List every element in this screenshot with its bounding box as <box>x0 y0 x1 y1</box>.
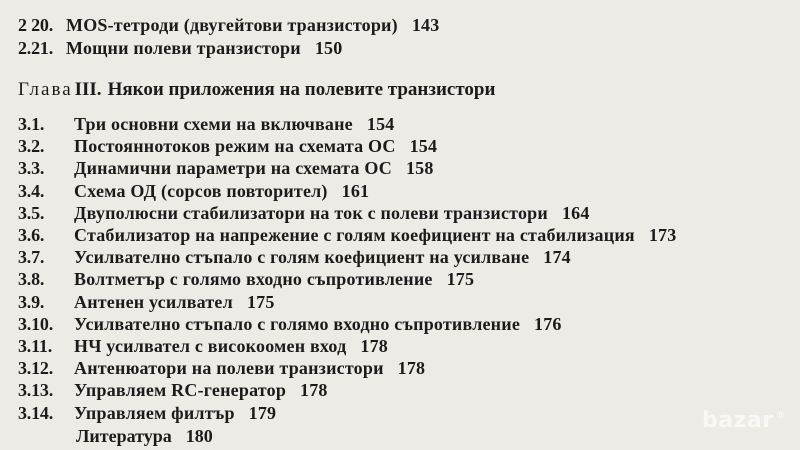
entry-title: Схема ОД (сорсов повторител) <box>74 180 328 201</box>
entry-page: 164 <box>561 202 590 223</box>
entry-title-line <box>74 357 425 379</box>
entry-title-line <box>74 313 562 335</box>
entry-number: 3.3. <box>18 158 45 179</box>
entry-title-line <box>74 180 369 202</box>
entry-title-line <box>74 135 437 157</box>
entry-number: 3.5. <box>18 202 45 223</box>
entry-page: 143 <box>411 15 440 35</box>
chapter-lead: Глава <box>18 79 73 100</box>
entry-number: 3.10. <box>18 313 54 334</box>
entry-number: 3.8. <box>18 269 45 290</box>
entry-title-line <box>74 224 676 246</box>
literature-page: 180 <box>185 426 213 446</box>
entry-title-line <box>74 402 276 424</box>
entry-page: 175 <box>246 291 275 312</box>
entry-number: 3.14. <box>18 402 54 423</box>
entry-page: 150 <box>314 38 343 58</box>
entry-number: 2 20. <box>18 15 54 35</box>
entry-title: Постояннотоков режим на схемата ОС <box>74 136 396 157</box>
entry-page: 161 <box>341 180 370 201</box>
entry-page: 173 <box>648 225 677 245</box>
entry-title-line <box>74 379 328 401</box>
entry-page: 175 <box>446 269 475 290</box>
entry-title: Управляем филтър <box>74 402 235 423</box>
entry-title: Антенюатори на полеви транзистори <box>74 358 384 379</box>
entry-number: 3.2. <box>18 136 45 157</box>
chapter-title: Някои приложения на полевите транзистори <box>107 79 496 100</box>
entry-title-line <box>66 37 342 59</box>
entry-number: 3.1. <box>18 114 45 134</box>
entry-page: 178 <box>360 336 389 356</box>
entry-number: 3.7. <box>18 247 45 268</box>
entry-number: 2.21. <box>18 38 54 58</box>
entry-title-line <box>74 157 434 179</box>
entry-title: MOS-тетроди (двугейтови транзистори) <box>66 15 398 35</box>
entry-page: 179 <box>248 402 277 423</box>
entry-page: 154 <box>366 114 395 134</box>
entry-number: 3.11. <box>18 336 53 356</box>
entry-title: Динамични параметри на схемата ОС <box>74 158 392 179</box>
watermark-text: bazar <box>702 408 774 433</box>
entry-title-line <box>74 335 388 357</box>
chapter-number: III. <box>74 79 102 100</box>
entry-number: 3.6. <box>18 225 45 245</box>
entry-title-line <box>74 246 571 268</box>
entry-number: 3.9. <box>18 291 45 312</box>
entry-title: Стабилизатор на напрежение с голям коефициент на стабилизация <box>74 225 635 245</box>
watermark-logo <box>702 408 788 442</box>
registered-icon: ® <box>775 410 786 421</box>
literature-entry <box>76 425 213 447</box>
entry-page: 178 <box>300 380 328 401</box>
entry-page: 176 <box>534 313 562 334</box>
entry-title: Волтметър с голямо входно съпротивление <box>74 269 433 290</box>
literature-title: Литература <box>76 426 172 446</box>
entry-page: 178 <box>397 358 426 379</box>
entry-title: Три основни схеми на включване <box>74 114 353 134</box>
entry-title: Усилвателно стъпало с голямо входно съпротивление <box>74 313 521 334</box>
entry-title: Мощни полеви транзистори <box>66 38 301 58</box>
entry-title-line <box>74 202 590 224</box>
entry-title-line <box>74 268 474 290</box>
entry-title-line <box>74 113 394 135</box>
entry-page: 154 <box>409 136 438 157</box>
chapter-heading <box>18 78 495 102</box>
entry-title: Усилвателно стъпало с голям коефициент на усилване <box>74 247 530 268</box>
entry-title: Управляем RC-генератор <box>74 380 287 401</box>
entry-title-line <box>74 291 275 313</box>
entry-number: 3.13. <box>18 380 54 401</box>
entry-title: Антенен усилвател <box>74 291 233 312</box>
entry-page: 158 <box>405 158 434 179</box>
entry-number: 3.4. <box>18 180 45 201</box>
entry-title: НЧ усилвател с високоомен вход <box>74 336 347 356</box>
entry-page: 174 <box>543 247 571 268</box>
entry-title-line <box>66 14 439 36</box>
entry-number: 3.12. <box>18 358 54 379</box>
entry-title: Двуполюсни стабилизатори на ток с полеви транзистори <box>74 202 548 223</box>
